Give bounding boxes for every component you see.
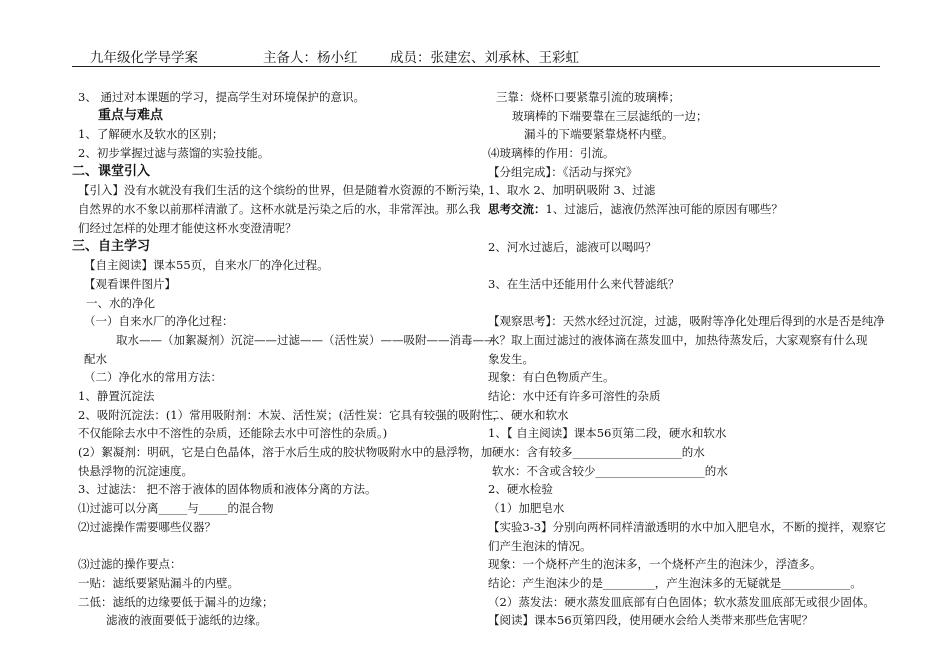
text-line: 硬水：含有较多___________________的水 <box>492 445 705 460</box>
text-line: 二低：滤纸的边缘要低于漏斗的边缘； <box>78 594 274 609</box>
text-line: 2、吸附沉淀法：(1）常用吸附剂：木炭、活性炭；(活性炭：它具有较强的吸附性， <box>78 407 505 422</box>
text-line: 现象：有白色物质产生。 <box>488 370 615 385</box>
text-line: 3、在生活中还能用什么来代替滤纸？ <box>488 276 680 291</box>
text-line: 们经过怎样的处理才能使这杯水变澄清呢？ <box>78 220 297 235</box>
text-line: 水？取上面过滤过的液体滴在蒸发皿中，加热待蒸发后，大家观察有什么现 <box>488 332 868 347</box>
text-line: 们产生泡沫的情况。 <box>488 538 592 553</box>
text-line: 1、静置沉淀法 <box>78 389 155 403</box>
text-line: 一贴：滤纸要紧贴漏斗的内壁。 <box>78 575 239 590</box>
text-line: 1、【 自主阅读】课本56页第二段，硬水和软水 <box>488 426 727 441</box>
text-line: 软水：不含或含较少___________________的水 <box>492 463 728 478</box>
text-line: （二）净化水的常用方法： <box>84 370 222 385</box>
document-header <box>72 46 880 67</box>
text-line: 【观察思考】：天然水经过沉淀，过滤，吸附等净化处理后得到的水是否是纯净 <box>488 314 885 329</box>
section-heading: 三、自主学习 <box>72 238 151 254</box>
text-line <box>78 537 488 556</box>
text-line: ⑵过滤操作需要哪些仪器？ <box>78 519 216 534</box>
text-line <box>488 200 888 219</box>
section-heading: 重点与难点 <box>98 107 164 123</box>
text-line: 【分组完成】：《活动与探究》 <box>488 164 638 179</box>
text-line: 象发生。 <box>488 351 534 366</box>
text-line: 快悬浮物的沉淀速度。 <box>78 463 193 478</box>
text-line: 【实验3-3】分别向两杯同样清澈透明的水中加入肥皂水，不断的搅拌，观察它 <box>488 519 887 534</box>
members-label: 成员：张建宏、刘承林、王彩虹 <box>390 50 579 66</box>
text-line: ⑶过滤的操作要点： <box>78 557 182 572</box>
text-line: 2、初步掌握过滤与蒸馏的实验技能。 <box>78 146 270 161</box>
text-line: 1、了解硬水及软水的区别； <box>78 127 224 142</box>
text-line: 【阅读】课本56页第四段，使用硬水会给人类带来那些危害呢？ <box>488 613 814 628</box>
text-line: （1）加肥皂水 <box>488 501 565 516</box>
text-line: 结论：水中还有许多可溶性的杂质 <box>488 389 661 403</box>
text-line: ⑷玻璃棒的作用：引流。 <box>488 146 615 161</box>
left-column <box>72 88 505 630</box>
text-line: 【自主阅读】课本55页，自来水厂的净化过程。 <box>84 258 329 273</box>
text-line: 三靠：烧杯口要紧靠引流的玻璃棒； <box>496 90 680 104</box>
text-line: 自然界的水不象以前那样清澈了。这杯水就是污染之后的水，非常浑浊。那么我 <box>78 202 481 217</box>
section-heading: 二、课堂引入 <box>72 163 151 179</box>
text-line: 配水 <box>84 351 107 366</box>
text-line: ⑴过滤可以分离_____与_____的混合物 <box>78 501 274 516</box>
text-line <box>488 256 888 275</box>
text-line: 1、取水 2、加明矾吸附 3、过滤 <box>488 183 656 198</box>
text-line: 二、硬水和软水 <box>488 407 569 422</box>
text-line: 一、水的净化 <box>86 295 155 310</box>
text-line: 2、河水过滤后，滤液可以喝吗？ <box>488 239 657 254</box>
text-line: 滤液的液面要低于滤纸的边缘。 <box>106 613 267 628</box>
text-line <box>488 219 888 238</box>
grade-title: 九年级化学导学案 <box>90 50 198 66</box>
text-line: 【引入】没有水就没有我们生活的这个缤纷的世界，但是随着水资源的不断污染， <box>78 183 492 198</box>
text-line: （2）蒸发法：硬水蒸发皿底部有白色固体；软水蒸发皿底部无或很少固体。 <box>488 594 875 609</box>
text-line: 结论：产生泡沫少的是_________，产生泡沫多的无疑就是____________。 <box>488 575 862 590</box>
text-line: 漏斗的下端要紧靠烧杯内壁。 <box>524 127 674 142</box>
text-line: 3、 通过对本课题的学习，提高学生对环境保护的意识。 <box>78 90 365 104</box>
text-line <box>488 294 888 313</box>
preparer-label: 主备人：杨小红 <box>263 50 358 66</box>
text-line: （一）自来水厂的净化过程： <box>84 314 234 329</box>
think-text: 1、过滤后，滤液仍然浑浊可能的原因有哪些？ <box>545 202 783 217</box>
think-label: 思考交流： <box>488 202 546 217</box>
text-line: 3、过滤法： 把不溶于液体的固体物质和液体分离的方法。 <box>78 482 377 497</box>
text-line: 玻璃棒的下端要靠在三层滤纸的一边； <box>512 108 708 123</box>
text-line: 2、硬水检验 <box>488 482 553 497</box>
text-line: (2）絮凝剂：明矾，它是白色晶体，溶于水后生成的胶状物吸附水中的悬浮物，加 <box>78 445 493 460</box>
text-line: 【观看课件图片】 <box>84 276 176 291</box>
text-line: 现象：一个烧杯产生的泡沫多，一个烧杯产生的泡沫少，浮渣多。 <box>488 557 822 572</box>
right-column <box>488 88 888 630</box>
text-line: 不仅能除去水中不溶性的杂质，还能除去水中可溶性的杂质。) <box>78 426 388 441</box>
text-line: 取水——（加絮凝剂）沉淀——过滤——（活性炭）——吸附——消毒—— <box>116 332 496 347</box>
